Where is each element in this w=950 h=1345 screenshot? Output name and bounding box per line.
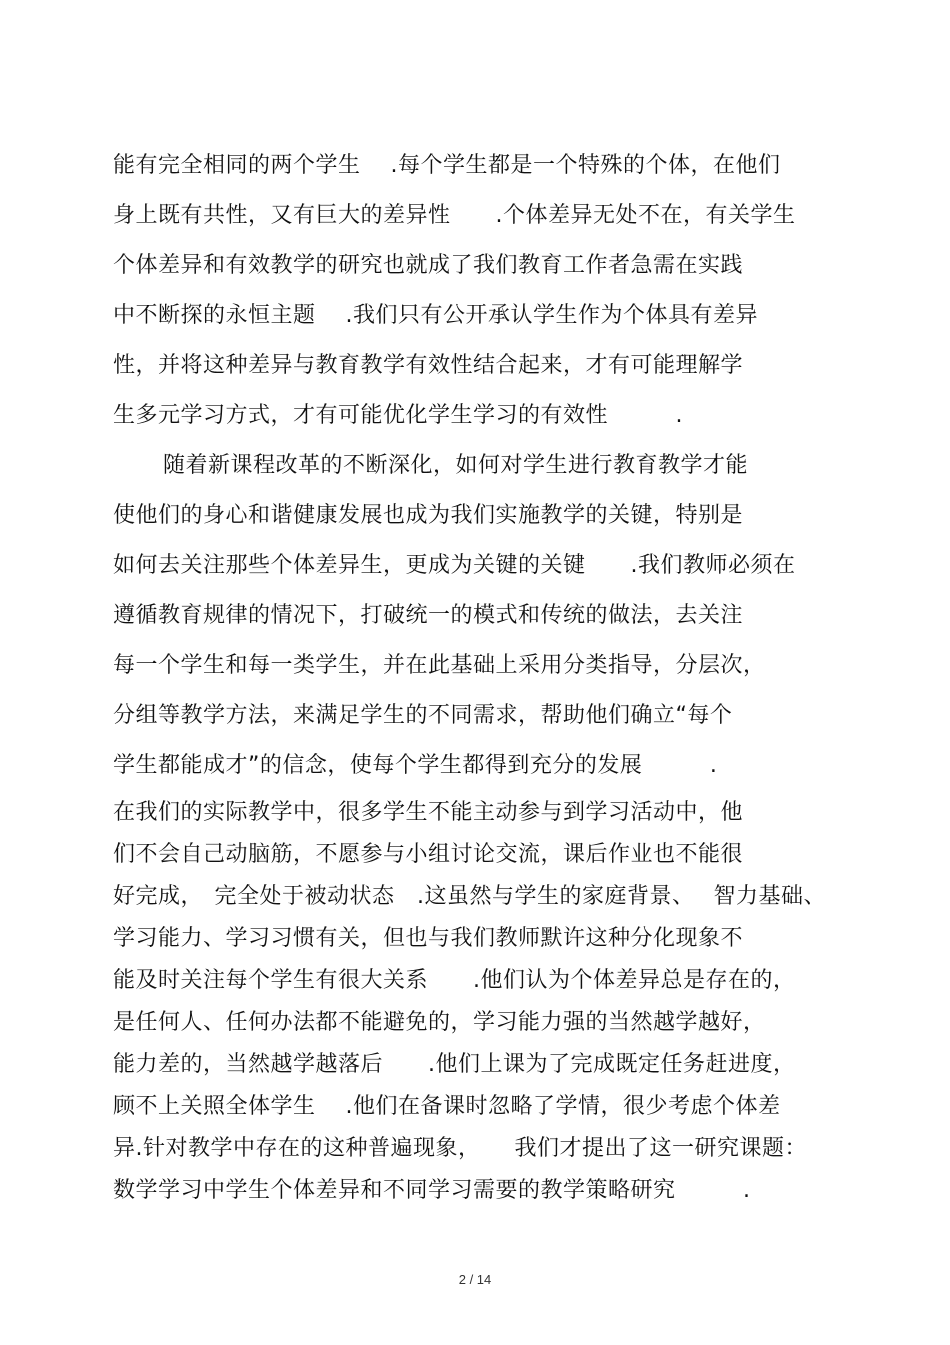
paragraph-3-line-7: 能力差的，当然越学越落后 .他们上课为了完成既定任务赶进度， <box>113 1052 796 1077</box>
paragraph-3-line-8: 顾不上关照全体学生 .他们在备课时忽略了学情，很少考虑个体差 <box>113 1094 781 1119</box>
paragraph-2-line-1: 随着新课程改革的不断深化，如何对学生进行教育教学才能 <box>163 453 749 478</box>
paragraph-3-line-3: 好完成， 完全处于被动状态 .这虽然与学生的家庭背景、 智力基础、 <box>113 884 826 909</box>
paragraph-3-line-5: 能及时关注每个学生有很大关系 .他们认为个体差异总是存在的， <box>113 968 796 993</box>
paragraph-3-line-2: 们不会自己动脑筋，不愿参与小组讨论交流，课后作业也不能很 <box>113 842 744 867</box>
paragraph-1-line-2: 身上既有共性，又有巨大的差异性 .个体差异无处不在，有关学生 <box>113 203 796 228</box>
paragraph-2-line-7: 学生都能成才”的信念，使每个学生都得到充分的发展 . <box>113 753 718 778</box>
paragraph-2-line-6: 分组等教学方法，来满足学生的不同需求，帮助他们确立“每个 <box>113 703 733 728</box>
paragraph-3-line-4: 学习能力、学习习惯有关，但也与我们教师默许这种分化现象不 <box>113 926 744 951</box>
paragraph-1-line-6: 生多元学习方式，才有可能优化学生学习的有效性 . <box>113 403 683 428</box>
paragraph-2-line-2: 使他们的身心和谐健康发展也成为我们实施教学的关键，特别是 <box>113 503 744 528</box>
paragraph-3-line-9: 异.针对教学中存在的这种普遍现象， 我们才提出了这一研究课题： <box>113 1136 807 1161</box>
paragraph-1-line-5: 性，并将这种差异与教育教学有效性结合起来，才有可能理解学 <box>113 353 744 378</box>
paragraph-1-line-1: 能有完全相同的两个学生 .每个学生都是一个特殊的个体，在他们 <box>113 153 781 178</box>
paragraph-1-line-3: 个体差异和有效教学的研究也就成了我们教育工作者急需在实践 <box>113 253 744 278</box>
paragraph-1-line-4: 中不断探的永恒主题 .我们只有公开承认学生作为个体具有差异 <box>113 303 758 328</box>
paragraph-2-line-3: 如何去关注那些个体差异生，更成为关键的关键 .我们教师必须在 <box>113 553 796 578</box>
paragraph-3-line-1: 在我们的实际教学中，很多学生不能主动参与到学习活动中，他 <box>113 800 744 825</box>
paragraph-2-line-5: 每一个学生和每一类学生，并在此基础上采用分类指导，分层次， <box>113 653 766 678</box>
page-number: 2 / 14 <box>458 1272 492 1287</box>
paragraph-3-line-6: 是任何人、任何办法都不能避免的，学习能力强的当然越学越好， <box>113 1010 766 1035</box>
paragraph-3-line-10: 数学学习中学生个体差异和不同学习需要的教学策略研究 . <box>113 1178 751 1203</box>
paragraph-2-line-4: 遵循教育规律的情况下，打破统一的模式和传统的做法，去关注 <box>113 603 744 628</box>
